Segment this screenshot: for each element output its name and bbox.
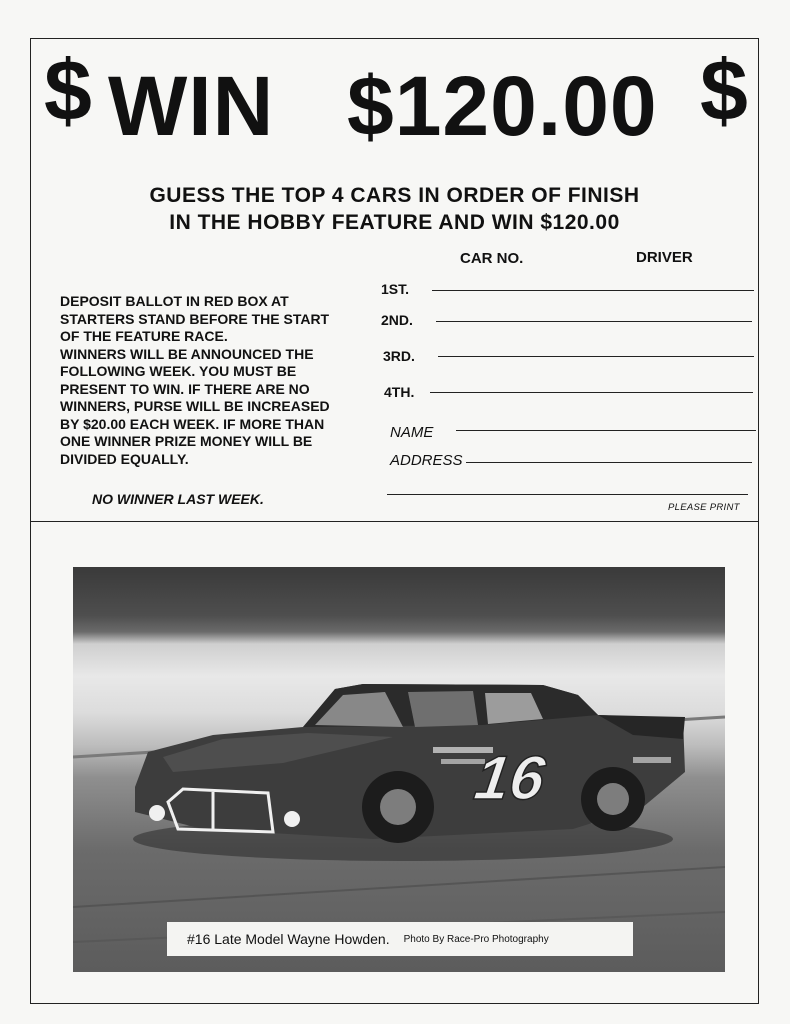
subheading-line-2: IN THE HOBBY FEATURE AND WIN $120.00 <box>169 211 620 234</box>
photo-caption: #16 Late Model Wayne Howden. <box>187 931 390 947</box>
instruction-line: DIVIDED EQUALLY. <box>60 450 189 467</box>
headline-dollar-left: $ <box>44 43 92 139</box>
instruction-line: WINNERS, PURSE WILL BE INCREASED <box>60 398 330 414</box>
race-car-illustration <box>73 567 725 972</box>
column-car-no: CAR NO. <box>460 250 524 267</box>
instruction-line: STARTERS STAND BEFORE THE START <box>60 310 330 327</box>
subheading-line-1: GUESS THE TOP 4 CARS IN ORDER OF FINISH <box>149 184 640 207</box>
instruction-line: OF THE FEATURE RACE. <box>60 328 228 344</box>
address-label: ADDRESS <box>390 452 463 469</box>
place-4th-label: 4TH. <box>384 384 415 400</box>
place-2nd-label: 2ND. <box>381 312 413 328</box>
instruction-line: BY $20.00 EACH WEEK. IF MORE THAN <box>60 415 325 432</box>
instructions-block <box>60 293 380 468</box>
place-1st-label: 1ST. <box>381 281 410 297</box>
place-2nd-line[interactable] <box>436 321 752 322</box>
section-divider <box>30 521 759 522</box>
place-3rd-label: 3RD. <box>383 348 415 364</box>
name-line[interactable] <box>456 430 756 431</box>
place-1st-line[interactable] <box>432 290 754 291</box>
headline-amount: $120.00 <box>347 59 658 153</box>
photo-caption-box <box>167 922 633 956</box>
name-label: NAME <box>390 424 434 441</box>
instruction-line: ONE WINNER PRIZE MONEY WILL BE <box>60 433 313 449</box>
please-print-note: PLEASE PRINT <box>668 502 740 513</box>
place-3rd-line[interactable] <box>438 356 754 357</box>
instruction-line: DEPOSIT BALLOT IN RED BOX AT <box>60 293 289 309</box>
instruction-line: PRESENT TO WIN. IF THERE ARE NO <box>60 380 310 397</box>
photo-credit: Photo By Race-Pro Photography <box>403 933 549 945</box>
place-4th-line[interactable] <box>430 392 753 393</box>
address-line-2[interactable] <box>387 494 748 495</box>
car-number: 16 <box>470 744 550 813</box>
address-line[interactable] <box>466 462 752 463</box>
race-car-photo <box>73 567 725 972</box>
column-driver: DRIVER <box>636 249 693 266</box>
instruction-line: FOLLOWING WEEK. YOU MUST BE <box>60 363 297 379</box>
no-winner-status: NO WINNER LAST WEEK. <box>92 491 264 507</box>
headline-win: WIN <box>108 59 275 153</box>
instruction-line: WINNERS WILL BE ANNOUNCED THE <box>60 345 314 362</box>
headline-dollar-right: $ <box>700 43 748 139</box>
